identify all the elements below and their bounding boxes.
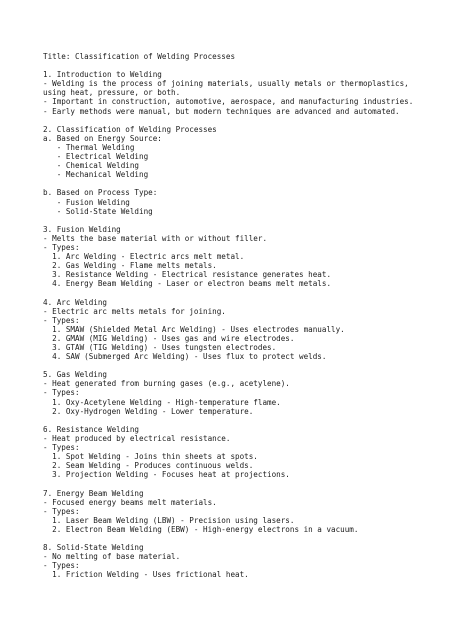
section-line: 2. Seam Welding - Produces continuous welds.	[43, 461, 254, 471]
section-line: - No melting of base material.	[43, 552, 181, 562]
section-line: 3. Resistance Welding - Electrical resistance generates heat.	[43, 270, 332, 280]
section-line: - Heat produced by electrical resistance.	[43, 433, 231, 443]
section-line: - Thermal Welding	[43, 142, 135, 152]
section-line: 2. Oxy-Hydrogen Welding - Lower temperature.	[43, 406, 254, 416]
section-line: 4. Energy Beam Welding - Laser or electron beams melt metals.	[43, 279, 332, 289]
section	[43, 125, 468, 225]
section-line: - Types:	[43, 388, 80, 398]
section-line: - Chemical Welding	[43, 161, 140, 171]
document-title: Title: Classification of Welding Processes	[43, 52, 236, 61]
section-heading: 8. Solid-State Welding	[43, 543, 144, 553]
section-line: 1. Oxy-Acetylene Welding - High-temperature flame.	[43, 397, 281, 407]
section-line: - Types:	[43, 242, 80, 252]
section-heading: 1. Introduction to Welding	[43, 70, 162, 80]
section-line: 1. Spot Welding - Joins thin sheets at spots.	[43, 452, 258, 462]
section-line: - Welding is the process of joining materials, usually metals or thermoplastics,	[43, 79, 409, 89]
spacer	[43, 179, 468, 188]
spacer	[43, 534, 468, 543]
section-heading: 4. Arc Welding	[43, 297, 108, 307]
section-line: - Heat generated from burning gases (e.g., acetylene).	[43, 379, 290, 389]
section-line: - Types:	[43, 443, 80, 453]
section-line: 3. Projection Welding - Focuses heat at projections.	[43, 470, 290, 480]
section-heading: 2. Classification of Welding Processes	[43, 124, 217, 134]
document-body	[43, 52, 468, 579]
section-line: 1. Friction Welding - Uses frictional heat.	[43, 570, 249, 580]
spacer	[43, 479, 468, 488]
section-line: - Fusion Welding	[43, 197, 130, 207]
spacer	[43, 116, 468, 125]
section-line: - Types:	[43, 315, 80, 325]
section-heading: 3. Fusion Welding	[43, 224, 121, 234]
section-line: - Types:	[43, 506, 80, 516]
section-line: a. Based on Energy Source:	[43, 133, 162, 143]
spacer	[43, 61, 468, 70]
section-line: b. Based on Process Type:	[43, 188, 158, 198]
section	[43, 543, 468, 579]
section-line: - Solid-State Welding	[43, 206, 153, 216]
section-heading: 6. Resistance Welding	[43, 424, 140, 434]
section-line: 4. SAW (Submerged Arc Welding) - Uses flux to protect welds.	[43, 352, 327, 362]
section-line: - Early methods were manual, but modern techniques are advanced and automated.	[43, 106, 400, 116]
section	[43, 298, 468, 371]
section-line: - Melts the base material with or without filler.	[43, 233, 268, 243]
section-line: 2. Electron Beam Welding (EBW) - High-energy electrons in a vacuum.	[43, 524, 359, 534]
section	[43, 489, 468, 544]
section-heading: 7. Energy Beam Welding	[43, 488, 144, 498]
section-line: - Types:	[43, 561, 80, 571]
section	[43, 225, 468, 298]
section-line: 2. GMAW (MIG Welding) - Uses gas and wire electrodes.	[43, 333, 295, 343]
section-line: - Important in construction, automotive, aerospace, and manufacturing industries.	[43, 97, 414, 107]
section-line: 1. Laser Beam Welding (LBW) - Precision using lasers.	[43, 515, 295, 525]
section-line: - Mechanical Welding	[43, 170, 149, 180]
section	[43, 425, 468, 489]
spacer	[43, 416, 468, 425]
section-heading: 5. Gas Welding	[43, 370, 108, 380]
section-line: - Electric arc melts metals for joining.	[43, 306, 226, 316]
section-line: 3. GTAW (TIG Welding) - Uses tungsten electrodes.	[43, 343, 277, 352]
section-line: - Electrical Welding	[43, 152, 149, 162]
section-line: - Focused energy beams melt materials.	[43, 497, 217, 507]
section	[43, 370, 468, 425]
spacer	[43, 361, 468, 370]
spacer	[43, 288, 468, 297]
section-line: 2. Gas Welding - Flame melts metals.	[43, 261, 217, 271]
spacer	[43, 216, 468, 225]
section-line: 1. Arc Welding - Electric arcs melt metal.	[43, 252, 245, 262]
section-line: 1. SMAW (Shielded Metal Arc Welding) - Uses electrodes manually.	[43, 324, 345, 334]
section-line: using heat, pressure, or both.	[43, 88, 181, 98]
sections-container	[43, 70, 468, 579]
section	[43, 70, 468, 125]
